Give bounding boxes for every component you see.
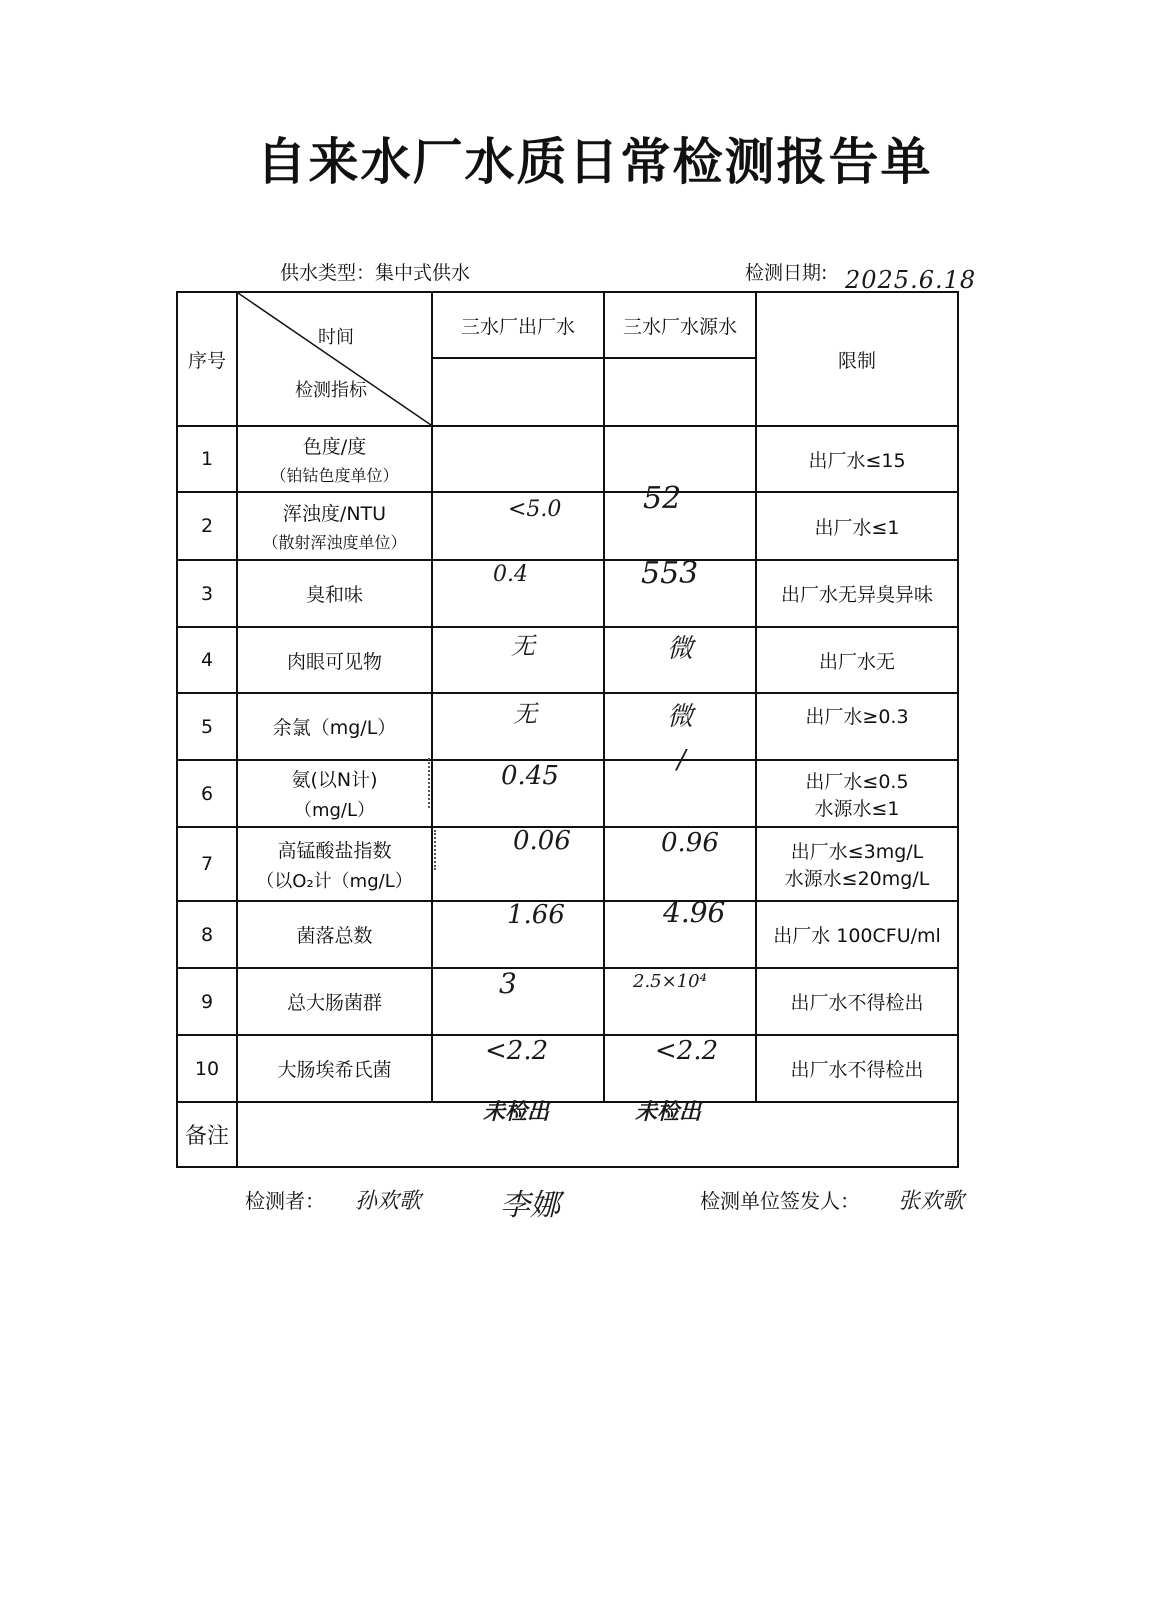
value-b: 52 xyxy=(643,481,682,516)
limit-text: 出厂水≤15 xyxy=(808,449,906,472)
limit-text: 出厂水不得检出 xyxy=(790,992,924,1014)
tester-label: 检测者： xyxy=(245,1189,325,1213)
value-a: 未检出 xyxy=(483,1098,550,1125)
row-index: 10 xyxy=(177,1035,237,1102)
row-limit xyxy=(756,492,958,560)
indicator-name: 大肠埃希氏菌 xyxy=(277,1059,392,1081)
row-limit xyxy=(756,968,958,1035)
row-index: 5 xyxy=(177,693,237,760)
value-a: 0.45 xyxy=(501,760,559,791)
value-b: 553 xyxy=(641,556,699,591)
table-row xyxy=(177,901,958,968)
limit-text: 出厂水无 xyxy=(818,650,895,673)
date-label: 检测日期: xyxy=(745,262,828,284)
row-index: 3 xyxy=(177,560,237,627)
issuer-label: 检测单位签发人： xyxy=(700,1189,860,1213)
row-limit xyxy=(756,827,958,901)
row-index: 8 xyxy=(177,901,237,968)
report-table xyxy=(176,291,959,1168)
row-indicator xyxy=(237,901,432,968)
indicator-unit: （铂钴色度单位） xyxy=(270,466,399,485)
row-index: 7 xyxy=(177,827,237,901)
row-index: 2 xyxy=(177,492,237,560)
table-row xyxy=(177,426,958,492)
value-a: 0.06 xyxy=(513,825,571,856)
table-row xyxy=(177,1035,958,1102)
remark-label: 备注 xyxy=(177,1102,237,1167)
remark-value xyxy=(237,1102,958,1167)
value-a: <5.0 xyxy=(508,497,562,522)
tester-signature-2: 李娜 xyxy=(500,1188,560,1223)
header-diagonal xyxy=(237,292,432,426)
table-row xyxy=(177,968,958,1035)
row-index: 1 xyxy=(177,426,237,492)
date-value: 2025.6.18 xyxy=(845,266,977,294)
row-indicator xyxy=(237,968,432,1035)
value-a: 0.4 xyxy=(493,562,528,587)
row-index: 4 xyxy=(177,627,237,693)
limit-text-2: 水源水≤1 xyxy=(814,797,900,820)
header-col-a: 三水厂出厂水 xyxy=(432,292,604,358)
tester-signature-1: 孙欢歌 xyxy=(355,1189,422,1214)
row-indicator xyxy=(237,693,432,760)
row-indicator xyxy=(237,627,432,693)
table-row xyxy=(177,693,958,760)
header-col-a-blank xyxy=(432,358,604,426)
row-indicator xyxy=(237,760,432,827)
indicator-name: 色度/度 xyxy=(302,436,367,458)
table-row xyxy=(177,560,958,627)
value-b: 未检出 xyxy=(635,1098,702,1125)
indicator-name: 氨(以N计) xyxy=(291,769,378,791)
value-b: <2.2 xyxy=(655,1035,719,1066)
header-col-b: 三水厂水源水 xyxy=(604,292,756,358)
value-a: 无 xyxy=(511,631,535,660)
supply-type: 供水类型：集中式供水 xyxy=(280,262,471,284)
limit-text-2: 水源水≤20mg/L xyxy=(784,868,930,890)
limit-text: 出厂水不得检出 xyxy=(790,1059,924,1081)
indicator-name: 浑浊度/NTU xyxy=(282,503,387,525)
row-value-b xyxy=(604,426,756,516)
row-limit xyxy=(756,426,958,492)
header-col-b-blank xyxy=(604,358,756,426)
indicator-name: 余氯（mg/L） xyxy=(272,717,397,739)
indicator-unit: （散射浑浊度单位） xyxy=(262,533,407,552)
limit-text: 出厂水≤0.5 xyxy=(805,770,909,793)
value-b: 微 xyxy=(667,702,694,732)
row-indicator xyxy=(237,1035,432,1102)
indicator-name: 菌落总数 xyxy=(296,925,373,947)
edge-mark xyxy=(434,830,442,870)
header-indicator: 检测指标 xyxy=(295,380,367,401)
limit-text: 出厂水≥0.3 xyxy=(805,706,909,728)
row-limit xyxy=(756,560,958,627)
row-indicator xyxy=(237,426,432,492)
value-b: 微 xyxy=(667,633,694,664)
indicator-name: 总大肠菌群 xyxy=(286,992,382,1014)
value-b: / xyxy=(677,744,686,775)
report-title: 自来水厂水质日常检测报告单 xyxy=(256,133,933,191)
header-limit: 限制 xyxy=(756,292,958,426)
row-limit xyxy=(756,901,958,968)
value-b: 4.96 xyxy=(663,896,726,929)
row-limit xyxy=(756,627,958,693)
diagonal-line xyxy=(238,293,431,425)
value-b: 2.5×10⁴ xyxy=(633,970,707,992)
table-row xyxy=(177,492,958,560)
header-time: 时间 xyxy=(318,327,354,348)
indicator-unit: （以O₂计（mg/L） xyxy=(256,870,413,892)
table-row xyxy=(177,760,958,827)
remark-row xyxy=(177,1102,958,1167)
row-indicator xyxy=(237,560,432,627)
row-index: 9 xyxy=(177,968,237,1035)
row-value-a xyxy=(432,426,604,522)
limit-text: 出厂水≤1 xyxy=(814,516,900,539)
indicator-name: 高锰酸盐指数 xyxy=(277,839,392,862)
row-indicator xyxy=(237,827,432,901)
value-a: 无 xyxy=(513,700,537,728)
indicator-name: 臭和味 xyxy=(305,584,363,606)
limit-text: 出厂水 100CFU/ml xyxy=(773,925,941,947)
value-b: 0.96 xyxy=(661,827,719,858)
indicator-name: 肉眼可见物 xyxy=(286,650,382,673)
row-limit xyxy=(756,760,958,827)
edge-mark xyxy=(428,758,436,808)
limit-text: 出厂水无异臭异味 xyxy=(780,584,933,606)
row-limit xyxy=(756,693,958,760)
table-row xyxy=(177,627,958,693)
row-indicator xyxy=(237,492,432,560)
limit-text: 出厂水≤3mg/L xyxy=(790,841,924,863)
row-value-a xyxy=(432,968,604,1066)
value-a: 3 xyxy=(499,966,517,1000)
row-index: 6 xyxy=(177,760,237,827)
value-a: <2.2 xyxy=(485,1035,549,1066)
issuer-signature: 张欢歌 xyxy=(898,1189,965,1214)
header-index: 序号 xyxy=(177,292,237,426)
indicator-unit: （mg/L） xyxy=(293,800,376,821)
value-a: 1.66 xyxy=(507,900,565,930)
row-limit xyxy=(756,1035,958,1102)
